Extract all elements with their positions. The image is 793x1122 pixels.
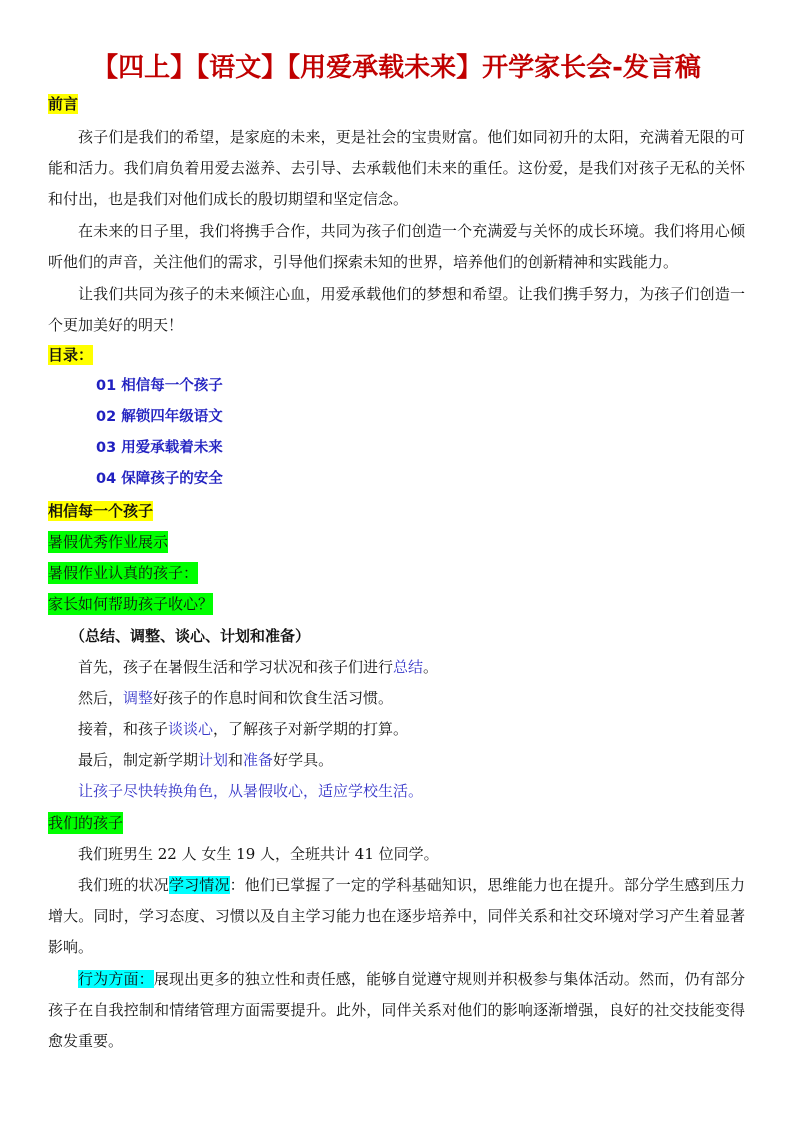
step-1-keyword: 总结	[393, 658, 424, 676]
conclusion-line: 让孩子尽快转换角色，从暑假收心，适应学校生活。	[78, 782, 424, 800]
step-1-end: 。	[423, 658, 439, 676]
study-label: 学习情况	[168, 876, 230, 894]
study-paragraph	[48, 870, 745, 963]
preface-paragraph-1: 孩子们是我们的希望，是家庭的未来，更是社会的宝贵财富。他们如同初升的太阳，充满着无限的可能和活力。我们肩负着用爱去滋养、去引导、去承载他们未来的重任。这份爱，是我们对孩子无私的关怀和付出，也是我们对他们成长的殷切期望和坚定信念。	[48, 128, 745, 208]
study-text: ：他们已掌握了一定的学科基础知识，思维能力也在提升。部分学生感到压力增大。同时，学习态度、习惯以及自主学习能力也在逐步培养中，同伴关系和社交环境对学习产生着显著影响。	[48, 876, 745, 956]
our-kids-heading: 我们的孩子	[48, 814, 124, 832]
believe-heading: 相信每一个孩子	[48, 502, 154, 520]
preface-paragraph-3: 让我们共同为孩子的未来倾注心血，用爱承载他们的梦想和希望。让我们携手努力，为孩子们创造一个更加美好的明天！	[48, 285, 745, 334]
sub-heading-line-3	[48, 592, 213, 616]
believe-heading-line	[48, 499, 153, 523]
toc-heading-line	[48, 343, 93, 367]
toc-item-3[interactable]: 03 用爱承载着未来	[96, 440, 223, 456]
preface-paragraph-2: 在未来的日子里，我们将携手合作，共同为孩子们创造一个充满爱与关怀的成长环境。我们将用心倾听他们的声音，关注他们的需求，引导他们探索未知的世界，培养他们的创新精神和实践能力。	[48, 222, 745, 271]
class-count-line: 我们班男生 22 人 女生 19 人，全班共计 41 位同学。	[78, 845, 439, 863]
step-3-keyword: 谈谈心	[168, 720, 214, 738]
parent-help-heading: 家长如何帮助孩子收心？	[48, 595, 214, 613]
behavior-label: 行为方面：	[78, 970, 154, 988]
step-2-text: 然后，	[78, 689, 124, 707]
summer-homework-showcase: 暑假优秀作业展示	[48, 533, 169, 551]
sub-heading-line-1	[48, 530, 168, 554]
step-4-end: 好学具。	[273, 751, 334, 769]
step-4-keyword-prepare: 准备	[243, 751, 274, 769]
study-prefix: 我们班的状况	[78, 876, 169, 894]
behavior-text: 展现出更多的独立性和责任感，能够自觉遵守规则并积极参与集体活动。然而，仍有部分孩子在自我控制和情绪管理方面需要提升。此外，同伴关系对他们的影响逐渐增强，良好的社交技能变得愈发重要。	[48, 970, 745, 1050]
preface-heading: 前言	[48, 95, 79, 113]
step-1	[78, 655, 438, 679]
step-3	[78, 717, 408, 741]
behavior-paragraph	[48, 964, 745, 1057]
diligent-kids-heading: 暑假作业认真的孩子：	[48, 564, 199, 582]
toc-heading: 目录：	[48, 346, 94, 364]
step-4	[78, 748, 333, 772]
step-2	[78, 686, 393, 710]
step-4-and: 和	[228, 751, 244, 769]
step-1-text: 首先，孩子在暑假生活和学习状况和孩子们进行	[78, 658, 394, 676]
document-title: 【四上】【语文】【用爱承载未来】开学家长会-发言稿	[92, 53, 701, 83]
toc-item-2[interactable]: 02 解锁四年级语文	[96, 409, 223, 425]
summary-keywords: （总结、调整、谈心、计划和准备）	[70, 627, 311, 645]
sub-heading-line-2	[48, 561, 198, 585]
step-3-text: 接着，和孩子	[78, 720, 169, 738]
preface-heading-line	[48, 92, 78, 116]
toc-item-4[interactable]: 04 保障孩子的安全	[96, 471, 223, 487]
our-kids-heading-line	[48, 811, 123, 835]
step-2-keyword: 调整	[123, 689, 154, 707]
toc-item-1[interactable]: 01 相信每一个孩子	[96, 378, 223, 394]
step-3-end: ，了解孩子对新学期的打算。	[213, 720, 409, 738]
step-4-text: 最后，制定新学期	[78, 751, 199, 769]
step-4-keyword-plan: 计划	[198, 751, 229, 769]
step-2-end: 好孩子的作息时间和饮食生活习惯。	[153, 689, 394, 707]
